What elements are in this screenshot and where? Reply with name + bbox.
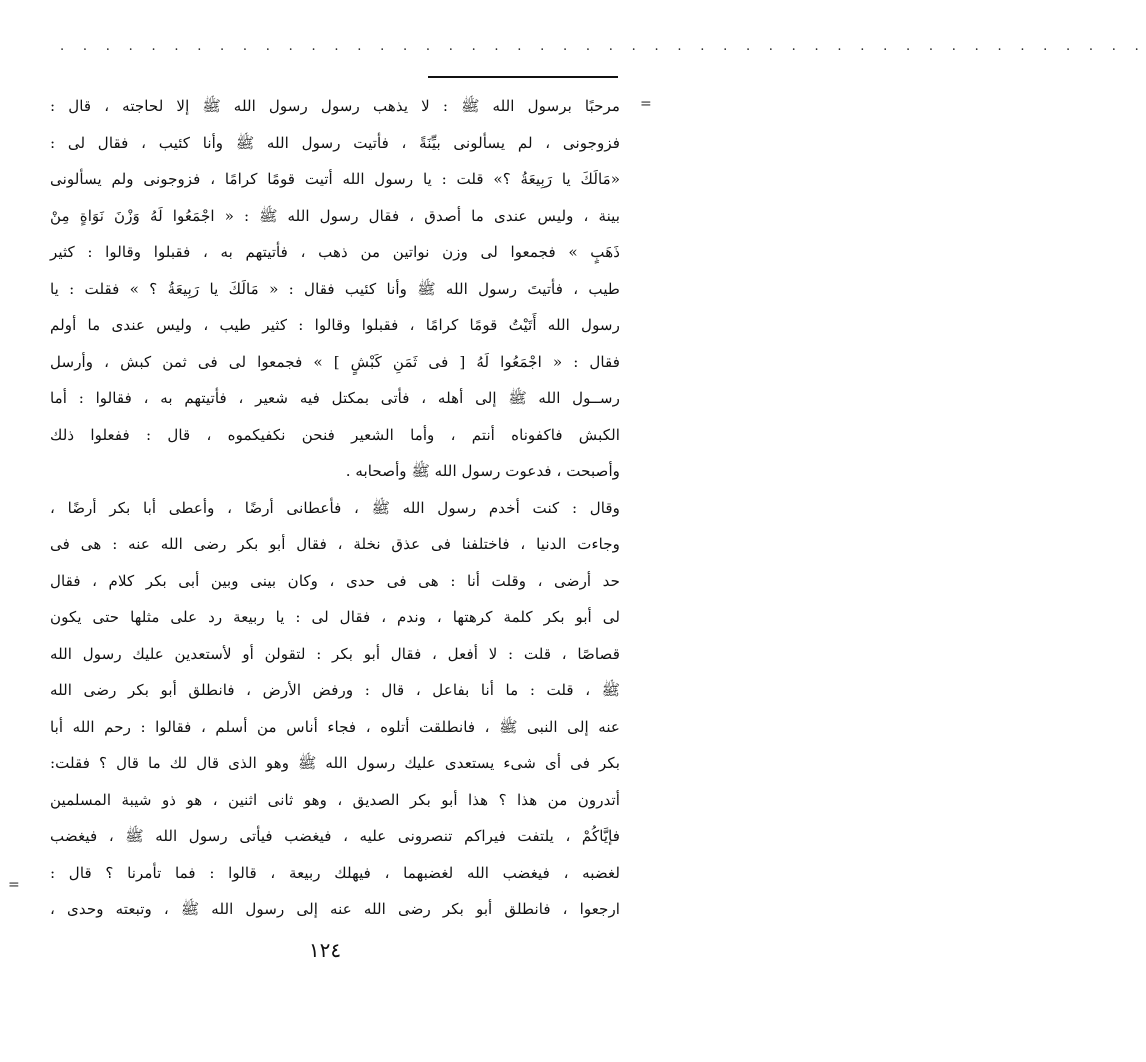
text-line: فإيَّاكُمْ ، يلتفت فيراكم تنصرونى عليه ، فيغضب فيأتى رسول الله ﷺ ، فيغضب: [50, 827, 620, 845]
text-line: قصاصًا ، قلت : لا أفعل ، فقال أبو بكر : لتقولن أو لأستعدين عليك رسول الله: [50, 644, 620, 663]
text-line: لغضبه ، فيغضب الله لغضبهما ، فيهلك ربيعة ، قالوا : فما تأمرنا ؟ قال :: [50, 863, 620, 882]
footnote-separator-rule: [428, 76, 618, 78]
text-line: ذَهَبٍ » فجمعوا لى وزن نواتين من ذهب ، فأتيتهم به ، فقبلوا وقالوا : كثير: [50, 243, 620, 261]
text-line: رسول الله أَتَيْتُ قومًا كرامًا ، فقبلوا وقالوا : كثير طيب ، وليس عندى ما أولم: [50, 316, 620, 334]
header-dotted-line: . . . . . . . . . . . . . . . . . . . . . . . . . . . . . . . . . . . . . . . . . . . . . . . .: [60, 39, 1146, 54]
body-text: [50, 88, 620, 928]
text-line: «مَالَكَ يا رَبِيعَةُ ؟» قلت : يا رسول الله أتيت قومًا كرامًا ، فزوجونى ولم يسألونى: [50, 170, 620, 188]
text-line: وقال : كنت أخدم رسول الله ﷺ ، فأعطانى أرضًا ، وأعطى أبا بكر أرضًا ،: [50, 498, 620, 517]
page-number: ١٢٤: [308, 938, 342, 962]
text-line: أتدرون من هذا ؟ هذا أبو بكر الصديق ، وهو ثانى اثنين ، هو ذو شيبة المسلمين: [50, 790, 620, 809]
text-line: رســول الله ﷺ إلى أهله ، فأتى بمكتل فيه شعير ، فأتيتهم به ، فقالوا : أما: [50, 389, 620, 407]
text-line: مرحبًا برسول الله ﷺ : لا يذهب رسول رسول الله ﷺ إلا لحاجته ، قال :: [50, 97, 620, 115]
text-line: ارجعوا ، فانطلق أبو بكر رضى الله عنه إلى رسول الله ﷺ ، وتبعته وحدى ،: [50, 900, 620, 918]
text-line: وجاءت الدنيا ، فاختلفنا فى عذق نخلة ، فقال أبو بكر رضى الله عنه : هى فى: [50, 535, 620, 553]
margin-mark-bottom: =: [8, 877, 20, 893]
margin-mark-top: =: [640, 96, 652, 112]
text-line: ﷺ ، قلت : ما أنا بفاعل ، قال : ورفض الأرض ، فانطلق أبو بكر رضى الله: [50, 681, 620, 699]
text-line: بينة ، وليس عندى ما أصدق ، فقال رسول الله ﷺ : « اجْمَعُوا لَهُ وَزْنَ نَوَاةٍ مِنْ: [50, 206, 620, 225]
text-line: وأصبحت ، فدعوت رسول الله ﷺ وأصحابه .: [345, 462, 620, 480]
text-line: طيب ، فأتيتَ رسول الله ﷺ وأنا كئيب فقال : « مَالَكَ يا رَبِيعَةُ ؟ » فقلت : يا: [50, 279, 620, 298]
text-line: فزوجونى ، لم يسألونى بيِّنَةً ، فأتيت رسول الله ﷺ وأنا كئيب ، فقال لى :: [50, 133, 620, 152]
text-line: فقال : « اجْمَعُوا لَهُ [ فى ثَمَنِ كَبْشٍ ] » فجمعوا لى فى ثمن كبش ، وأرسل: [50, 352, 620, 371]
text-line: الكبش فاكفوناه أنتم ، وأما الشعير فنحن نكفيكموه ، قال : ففعلوا ذلك: [50, 425, 620, 444]
text-line: بكر فى أى شىء يستعدى عليك رسول الله ﷺ وهو الذى قال لك ما قال ؟ فقلت:: [50, 754, 620, 772]
text-line: لى أبو بكر كلمة كرهتها ، وندم ، فقال لى : يا ربيعة رد على مثلها حتى يكون: [50, 608, 620, 626]
text-line: حد أرضى ، وقلت أنا : هى فى حدى ، وكان بينى وبين أبى بكر كلام ، فقال: [50, 571, 620, 590]
text-line: عنه إلى النبى ﷺ ، فانطلقت أتلوه ، فجاء أناس من أسلم ، فقالوا : رحم الله أبا: [50, 717, 620, 736]
